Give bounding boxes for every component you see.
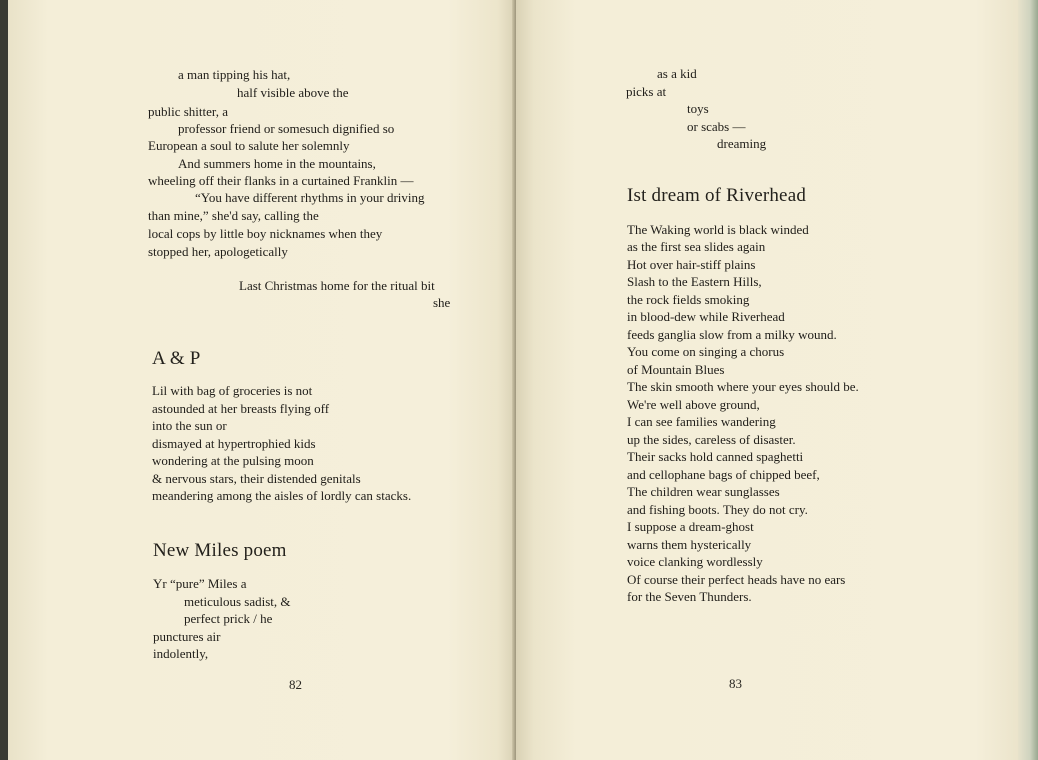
- poem-line: the rock fields smoking: [627, 292, 750, 307]
- poem-line: perfect prick / he: [184, 611, 273, 626]
- poem-line: a man tipping his hat,: [178, 67, 291, 82]
- poem-line: punctures air: [153, 629, 221, 644]
- poem-line: “You have different rhythms in your driving: [195, 190, 425, 205]
- page-number: 82: [289, 677, 302, 692]
- poem-line: The children wear sunglasses: [627, 484, 780, 499]
- poem-line: into the sun or: [152, 418, 227, 433]
- poem-line: of Mountain Blues: [627, 362, 725, 377]
- poem-line: European a soul to salute her solemnly: [148, 138, 350, 153]
- poem-line: Of course their perfect heads have no ears: [627, 572, 846, 587]
- poem-line: meticulous sadist, &: [184, 594, 291, 609]
- poem-line: wheeling off their flanks in a curtained Franklin —: [148, 173, 414, 188]
- poem-line: astounded at her breasts flying off: [152, 401, 330, 416]
- poem-line: dreaming: [717, 136, 767, 151]
- poem-line: Lil with bag of groceries is not: [152, 383, 313, 398]
- poem-line: than mine,” she'd say, calling the: [148, 208, 319, 223]
- poem-line: and cellophane bags of chipped beef,: [627, 467, 820, 482]
- poem-line: stopped her, apologetically: [148, 244, 288, 259]
- poem-line: as the first sea slides again: [627, 239, 766, 254]
- poem-line: & nervous stars, their distended genitals: [152, 471, 361, 486]
- poem-title-miles: New Miles poem: [153, 540, 287, 561]
- poem-line: The skin smooth where your eyes should be.: [627, 379, 859, 394]
- poem-line: We're well above ground,: [627, 397, 760, 412]
- poem-line: half visible above the: [237, 85, 349, 100]
- right-page: [516, 0, 1018, 760]
- poem-line: Last Christmas home for the ritual bit: [239, 278, 435, 293]
- poem-line: warns them hysterically: [627, 537, 752, 552]
- poem-line: toys: [687, 101, 709, 116]
- poem-line: Their sacks hold canned spaghetti: [627, 449, 804, 464]
- poem-title-ap: A & P: [152, 348, 201, 369]
- poem-line: in blood-dew while Riverhead: [627, 309, 785, 324]
- poem-line: meandering among the aisles of lordly can stacks.: [152, 488, 412, 503]
- poem-line: I can see families wandering: [627, 414, 776, 429]
- poem-line: The Waking world is black winded: [627, 222, 809, 237]
- poem-line: up the sides, careless of disaster.: [627, 432, 796, 447]
- poem-line: or scabs —: [687, 119, 746, 134]
- poem-line: wondering at the pulsing moon: [152, 453, 314, 468]
- poem-line: public shitter, a: [148, 104, 228, 119]
- poem-line: professor friend or somesuch dignified so: [178, 121, 395, 136]
- poem-line: Hot over hair-stiff plains: [627, 257, 756, 272]
- poem-line: You come on singing a chorus: [627, 344, 785, 359]
- poem-line: local cops by little boy nicknames when they: [148, 226, 383, 241]
- poem-line: and fishing boots. They do not cry.: [627, 502, 808, 517]
- poem-line: feeds ganglia slow from a milky wound.: [627, 327, 837, 342]
- poem-line: indolently,: [153, 646, 209, 661]
- poem-line: Yr “pure” Miles a: [153, 576, 247, 591]
- page-number: 83: [729, 676, 742, 691]
- poem-line: voice clanking wordlessly: [627, 554, 763, 569]
- poem-line: as a kid: [657, 66, 697, 81]
- left-page: [8, 0, 516, 760]
- poem-line: And summers home in the mountains,: [178, 156, 376, 171]
- poem-line: dismayed at hypertrophied kids: [152, 436, 316, 451]
- poem-line: I suppose a dream-ghost: [627, 519, 754, 534]
- poem-line: Slash to the Eastern Hills,: [627, 274, 762, 289]
- poem-line: for the Seven Thunders.: [627, 589, 752, 604]
- poem-title-riverhead: Ist dream of Riverhead: [627, 185, 807, 206]
- page-edge: [1018, 0, 1038, 760]
- poem-line: she: [433, 295, 451, 310]
- poem-line: picks at: [626, 84, 667, 99]
